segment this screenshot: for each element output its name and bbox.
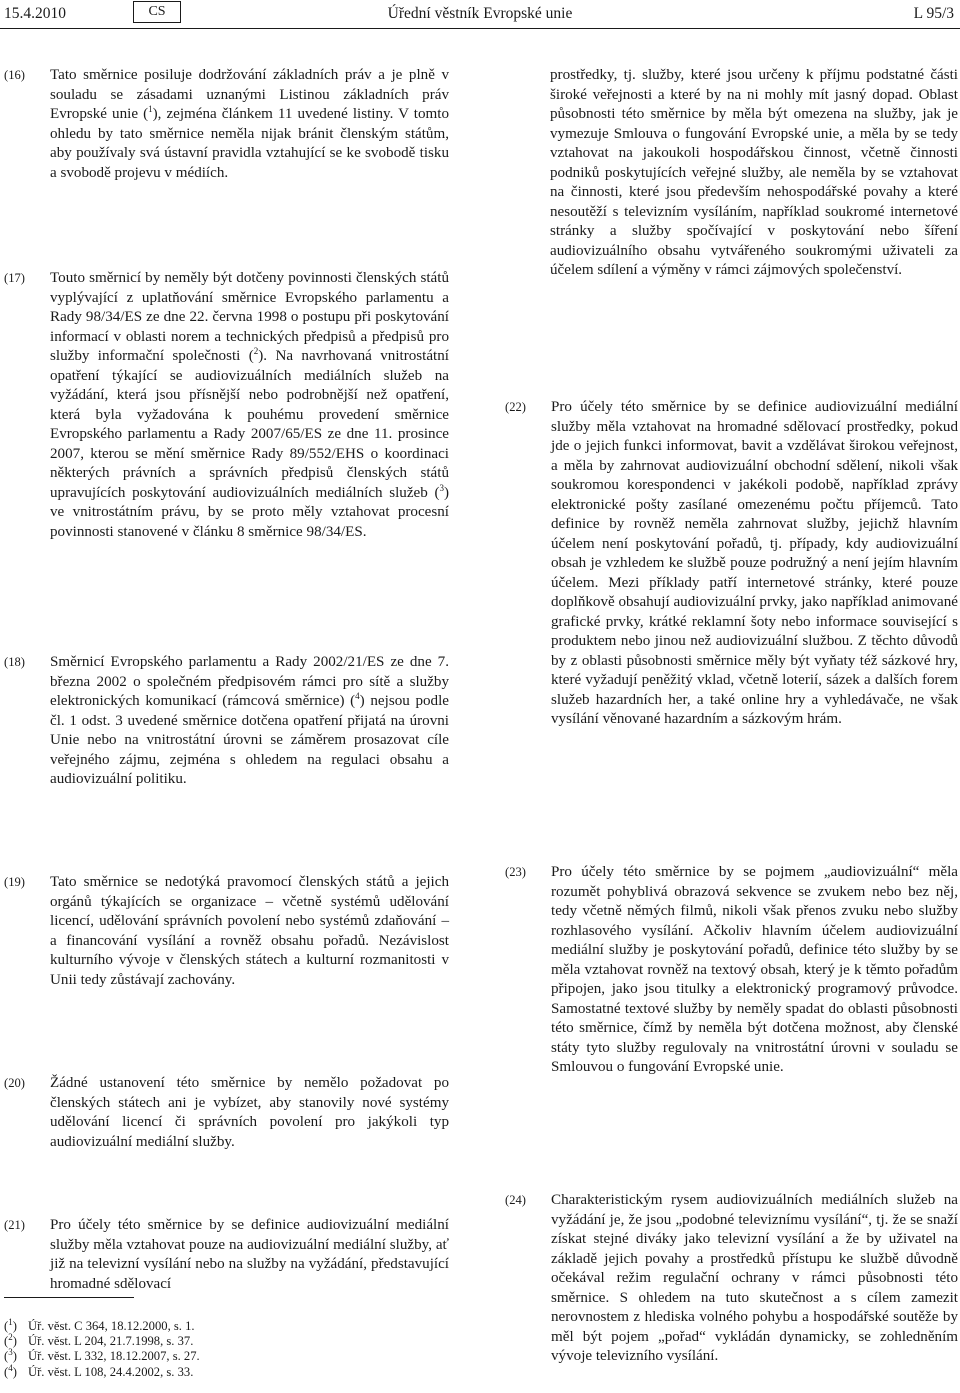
recital-number: (20) [4,1076,25,1090]
recital-21-continued: prostředky, tj. služby, které jsou určeny k příjmu podstatné části široké veřejnosti a které by na ni mohly mít jasný dopad. Oblast působnosti této směrnice by měla být omezena na služby, jak je vymezuje Smlouva o fungování Evropské unie, a měla by se tedy vztahovat na jakoukoli hospodářskou činnost, včetně činnosti podniků poskytujících veřejné služby, ale neměla by se vztahovat na činnosti, které jsou především nehospodářské povahy a které nesoutěží s televizním vysíláním, například soukromé internetové stránky a služby spočívající v poskytování nebo šíření audiovizuálního obsahu vytvářeného soukromými uživateli za účelem sdílení a výměny v rámci zájmových společenství. [550,67,958,278]
recital-text: Tato směrnice posiluje dodržování základních práv a je plně v souladu se zásadami uznanými Listinou základních práv Evropské unie ($^1$), zejména článkem 11 uvedené listiny. V tomto ohledu by tato směrnice neměla nijak bránit členským státům, aby používaly svá ústavní pravidla vztahující se ke svobodě tisku a svobodě projevu v médiích. [50,67,450,181]
footnote-ref[interactable]: 1 [148,103,153,114]
footnote-text: Úř. věst. L 332, 18.12.2007, s. 27. [28,1349,200,1364]
recital-number: (18) [4,655,25,669]
recital-number: (16) [4,68,25,82]
footnote-text: Úř. věst. C 364, 18.12.2000, s. 1. [28,1319,195,1333]
recital-19 [4,873,449,990]
recital-17 [4,269,449,542]
footnote-3: ($^3$) Úř. věst. L 332, 18.12.2007, s. 27. [4,1347,200,1364]
footnote-ref[interactable]: 4 [355,690,360,701]
recital-20 [4,1074,449,1152]
recital-text: Touto směrnicí by neměly být dotčeny povinnosti členských států vyplývající z uplatňování směrnice Evropského parlamentu a Rady 98/34/ES ze dne 22. června 1998 o postupu při poskytování informací v oblasti norem a technických předpisů a předpisů pro služby informační společnosti ($^2$). Na navrhovaná vnitrostátní opatření týkající se audiovizuálních mediálních služeb na vyžádání, která jsou přísnější nebo podrobnější než opatření, která byla vyžadována k pouhému provedení směrnice Evropského parlamentu a Rady 2007/65/ES ze dne 11. prosince 2007, kterou se mění směrnice Rady 89/552/EHS o koordinaci některých právních a správních předpisů členských států upravujících poskytování audiovizuálních mediálních služeb ($^3$) ve vnitrostátním právu, by se proto měly vztahovat procesní povinnosti stanovené v článku 8 směrnice 98/34/ES. [50,270,449,540]
recital-text: Pro účely této směrnice by se pojmem „audiovizuální“ měla rozumět pohyblivá obrazová sekvence se zvukem nebo bez něj, tedy včetně němých filmů, nikoli však přenos zvuku nebo služby rozhlasového vysílání. Ačkoliv hlavním účelem audiovizuální mediální služby je poskytování pořadů, definice této služby by se měla vztahovat rovněž na textový obsah, který je k těmto pořadům připojen, jako jsou titulky a elektronický programový průvodce. Samostatné textové služby by neměly spadat do oblasti působnosti této směrnice, čímž by neměla být dotčena možnost, aby členské státy tyto služby regulovaly na vnitrostátní úrovni v souladu se Smlouvou o fungování Evropské unie. [551,864,958,1075]
recital-number: (21) [4,1218,25,1232]
footnote-2: ($^2$) Úř. věst. L 204, 21.7.1998, s. 37. [4,1332,194,1349]
recital-number: (22) [505,400,526,414]
recital-text: Charakteristickým rysem audiovizuálních mediálních služeb na vyžádání je, že jsou „podobné televiznímu vysílání“, tj. že se snaží získat stejné diváky jako televizní vysílání a že by uživatel na základě jejich povahy a prostředků přístupu ke službě důvodně očekával režim regulační ochrany v rámci působnosti této směrnice. S ohledem na tuto skutečnost a s cílem zamezit nerovnostem z hlediska volného pohybu a hospodářské soutěže by měl být pojem „pořad“ vykládán dynamicky, se zohledněním vývoje televizního vysílání. [551,1192,958,1364]
footnote-text: Úř. věst. L 108, 24.4.2002, s. 33. [28,1364,194,1379]
footnote-1: ($^1$) Úř. věst. C 364, 18.12.2000, s. 1. [4,1316,195,1333]
journal-title: Úřední věstník Evropské unie [387,5,573,22]
recital-23 [505,863,958,1078]
recital-18 [4,653,449,790]
header-rule [0,28,960,29]
recital-text: Směrnicí Evropského parlamentu a Rady 2002/21/ES ze dne 7. března 2002 o společném předpisovém rámci pro sítě a služby elektronických komunikací (rámcová směrnice) ($^4$) nejsou podle čl. 1 odst. 3 uvedené směrnice dotčena opatření přijatá na úrovni Unie nebo na vnitrostátní úrovni se záměrem prosazovat cíle veřejného zájmu, zejména s ohledem na regulaci obsahu a audiovizuální politiku. [50,654,449,787]
recital-number: (23) [505,865,526,879]
recital-text: Tato směrnice se nedotýká pravomocí členských států a jejich orgánů týkajících se organizace – včetně systémů udělování licencí, udělování správních povolení nebo systémů zdaňování – a financování vysílání a rovněž obsahu pořadů. Nezávislost kulturního vývoje v členských státech a kulturní rozmanitosti v Unii tedy zůstávají zachovány. [50,874,449,988]
recital-text: Žádné ustanovení této směrnice by nemělo požadovat po členských státech ani je vybízet, aby stanovily nové systémy udělování licencí či správních povolení pro jakýkoli typ audiovizuální mediální služby. [50,1075,449,1150]
recital-number: (17) [4,271,25,285]
recital-text: Pro účely této směrnice by se definice audiovizuální mediální služby měla vztahovat pouze na audiovizuální mediální služby, ať již na televizní vysílání nebo na služby na vyžádání, představující hromadné sdělovací [50,1217,449,1292]
page-number: L 95/3 [913,5,954,22]
recital-number: (19) [4,875,25,889]
page-header [0,0,960,30]
recital-24 [505,1191,958,1367]
footnote-separator [4,1297,134,1298]
recital-16 [4,66,449,183]
publication-date: 15.4.2010 [4,5,66,22]
language-badge: CS [133,1,181,23]
footnote-4: ($^4$) Úř. věst. L 108, 24.4.2002, s. 33. [4,1362,194,1379]
recital-21 [4,1216,449,1294]
footnotes [4,1316,200,1380]
footnote-ref[interactable]: 3 [439,482,444,493]
footnote-text: Úř. věst. L 204, 21.7.1998, s. 37. [28,1334,194,1349]
recital-text: Pro účely této směrnice by se definice audiovizuální mediální služby měla vztahovat na hromadné sdělovací prostředky, pokud jde o jejich funkci informovat, bavit a vzdělávat širokou veřejnost, a měla by zahrnovat audiovizuální obchodní sdělení, nikoli však soukromou korespondenci v jakékoli podobě, například zprávy elektronické pošty zasílané omezenému počtu příjemců. Tato definice by rovněž neměla zahrnovat služby, jejichž hlavním účelem není poskytování pořadů, tj. případy, kdy audiovizuální obsah je vzhledem ke službě pouze podružný a není jejím hlavním účelem. Mezi příklady patří internetové stránky, které pouze doplňkově obsahují audiovizuální prvky, jako například animované grafické prvky, krátké reklamní šoty nebo informace související s produktem nebo jinou než audiovizuální službou. Z těchto důvodů by z oblasti působnosti směrnice měly být vyňaty též sázkové hry, které vyžadují peněžitý vklad, včetně loterií, sázek a dalších forem služeb hazardních her, a také online hry a vyhledávače, ne však vysílání věnované hazardním a sázkovým hrám. [551,399,958,727]
recital-22 [505,398,958,730]
recital-number: (24) [505,1193,526,1207]
footnote-ref[interactable]: 2 [253,345,259,356]
